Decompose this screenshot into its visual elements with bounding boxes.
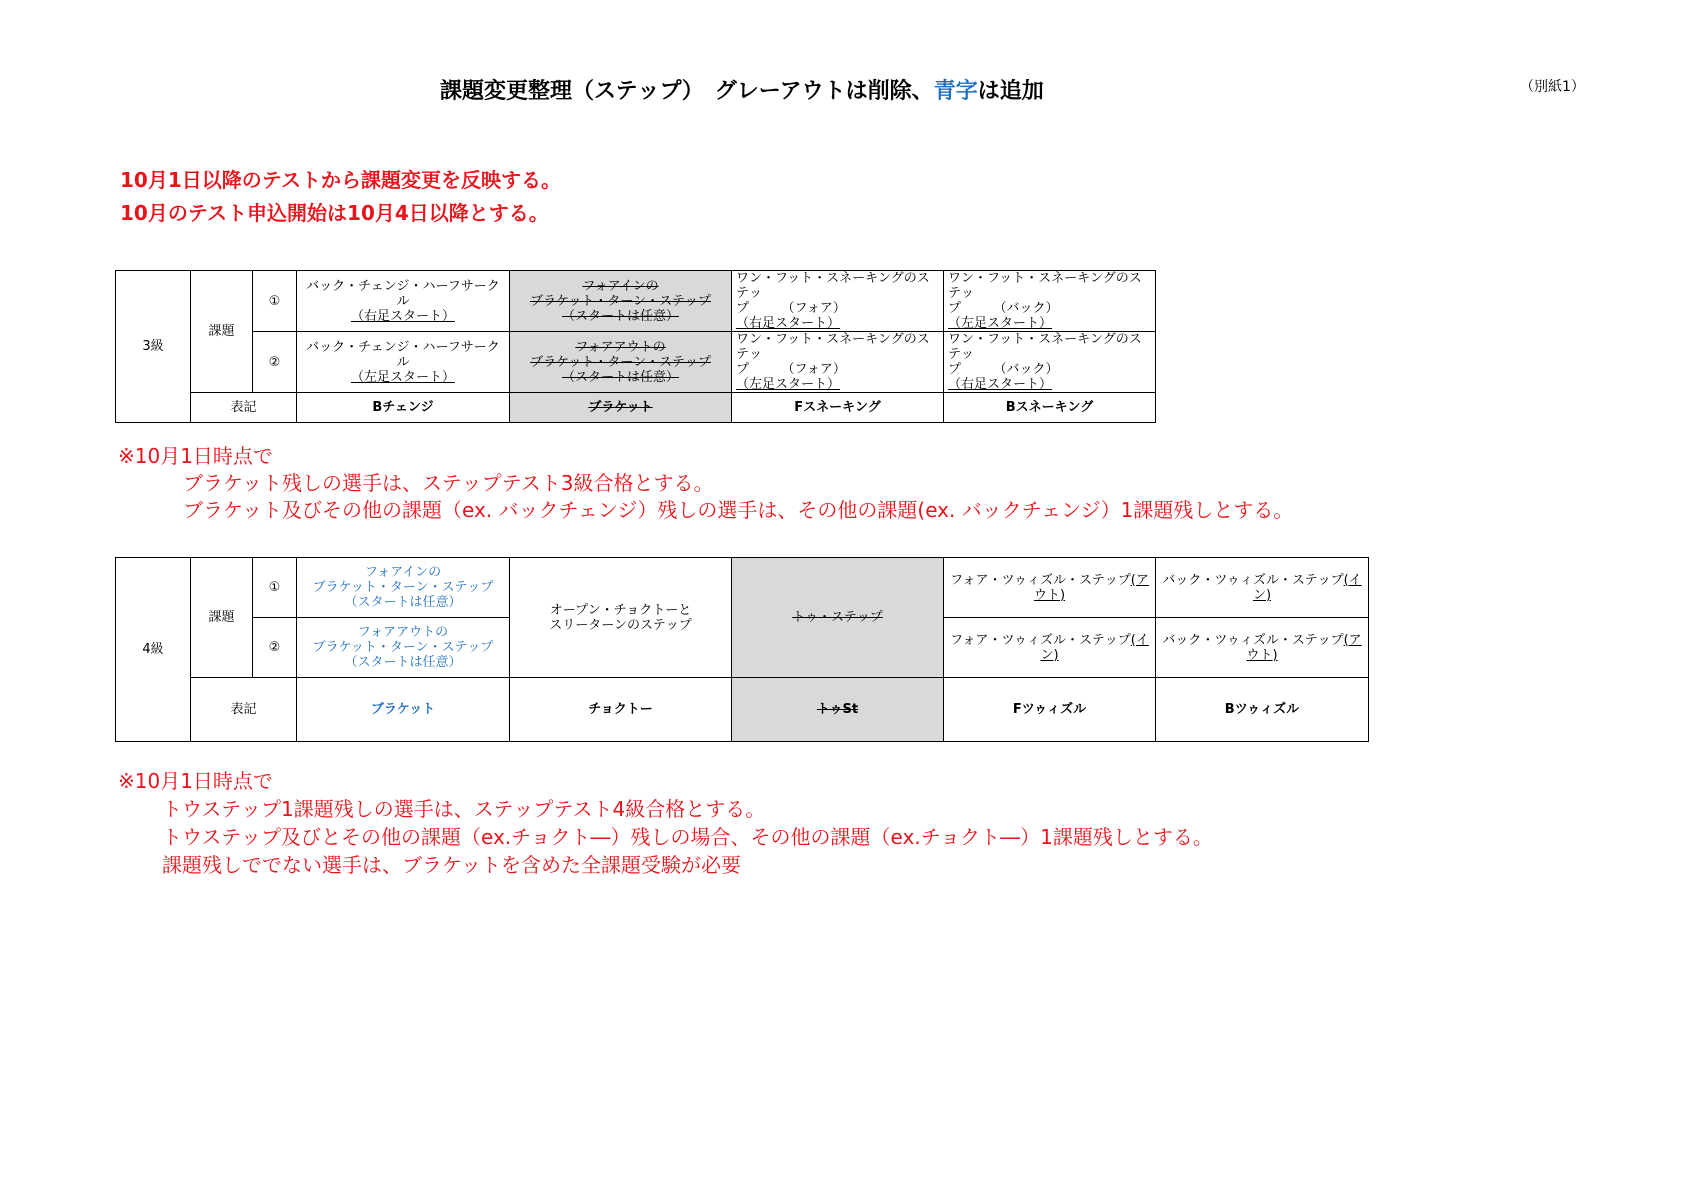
grade3-notation-label: 表記 bbox=[191, 393, 297, 423]
grade3-num-2: ② bbox=[253, 332, 297, 393]
grade4-num-2: ② bbox=[253, 618, 297, 678]
title-blue-text: 青字 bbox=[933, 79, 978, 104]
grade4-note-line-2: トウステップ及びとその他の課題（ex.チョクト―）残しの場合、その他の課題（ex.チョクト―）1課題残しとする。 bbox=[162, 825, 1213, 849]
grade4-choctaw: オープン・チョクトーと スリーターンのステップ bbox=[510, 558, 732, 678]
grade3-r1-fsnaking: ワン・フット・スネーキングのステッ プ （フォア）（右足スタート） bbox=[732, 271, 944, 332]
grade4-note-head: ※10月1日時点で bbox=[118, 769, 273, 793]
grade4-mark-bracket: ブラケット bbox=[297, 678, 510, 742]
grade4-r1-bracket-added: フォアインの ブラケット・ターン・ステップ （スタートは任意） bbox=[297, 558, 510, 618]
grade4-mark-btwizzle: Bツゥィズル bbox=[1156, 678, 1369, 742]
grade3-note-line-2: ブラケット及びその他の課題（ex. バックチェンジ）残しの選手は、その他の課題(ex. バックチェンジ）1課題残しとする。 bbox=[183, 498, 1294, 522]
grade4-mark-ftwizzle: Fツゥィズル bbox=[944, 678, 1156, 742]
grade3-note-head: ※10月1日時点で bbox=[118, 444, 273, 468]
title-part2: は追加 bbox=[977, 79, 1044, 104]
grade4-table bbox=[115, 557, 1369, 742]
grade4-mark-choctaw: チョクトー bbox=[510, 678, 732, 742]
attachment-label: （別紙1） bbox=[1520, 79, 1585, 95]
grade3-r1-bchange: バック・チェンジ・ハーフサークル （右足スタート） bbox=[297, 271, 510, 332]
grade3-r2-fsnaking: ワン・フット・スネーキングのステッ プ （フォア）（左足スタート） bbox=[732, 332, 944, 393]
grade3-mark-bsnaking: Bスネーキング bbox=[944, 393, 1156, 423]
grade4-toe-step-removed: トゥ・ステップ bbox=[732, 558, 944, 678]
page-title bbox=[440, 74, 1044, 105]
grade4-note-line-3: 課題残しででない選手は、ブラケットを含めた全課題受験が必要 bbox=[162, 853, 741, 877]
grade3-table bbox=[115, 270, 1156, 423]
grade3-mark-bchange: Bチェンジ bbox=[297, 393, 510, 423]
grade4-notation-label: 表記 bbox=[191, 678, 297, 742]
grade4-num-1: ① bbox=[253, 558, 297, 618]
grade3-r1-bsnaking: ワン・フット・スネーキングのステッ プ （バック）（左足スタート） bbox=[944, 271, 1156, 332]
grade3-num-1: ① bbox=[253, 271, 297, 332]
grade3-label: 3級 bbox=[116, 271, 191, 423]
grade3-subject-label: 課題 bbox=[191, 271, 253, 393]
grade3-r2-bsnaking: ワン・フット・スネーキングのステッ プ （バック）（右足スタート） bbox=[944, 332, 1156, 393]
grade4-r1-btwizzle: バック・ツゥィズル・ステップ(イン) bbox=[1156, 558, 1369, 618]
notice-line-1: 10月1日以降のテストから課題変更を反映する。 bbox=[120, 168, 561, 192]
grade4-r1-ftwizzle: フォア・ツゥィズル・ステップ(アウト) bbox=[944, 558, 1156, 618]
grade3-mark-fsnaking: Fスネーキング bbox=[732, 393, 944, 423]
grade4-label: 4級 bbox=[116, 558, 191, 742]
grade4-note-line-1: トウステップ1課題残しの選手は、ステップテスト4級合格とする。 bbox=[162, 797, 766, 821]
grade4-subject-label: 課題 bbox=[191, 558, 253, 678]
grade3-r1-bracket-removed: フォアインの ブラケット・ターン・ステップ （スタートは任意） bbox=[510, 271, 732, 332]
grade3-mark-bracket: ブラケット bbox=[510, 393, 732, 423]
grade4-r2-ftwizzle: フォア・ツゥィズル・ステップ(イン) bbox=[944, 618, 1156, 678]
grade4-r2-bracket-added: フォアアウトの ブラケット・ターン・ステップ （スタートは任意） bbox=[297, 618, 510, 678]
title-part1: 課題変更整理（ステップ） グレーアウトは削除、 bbox=[440, 79, 934, 104]
grade4-mark-toe-step: トゥSt bbox=[732, 678, 944, 742]
grade3-note-line-1: ブラケット残しの選手は、ステップテスト3級合格とする。 bbox=[183, 471, 714, 495]
grade3-r2-bchange: バック・チェンジ・ハーフサークル （左足スタート） bbox=[297, 332, 510, 393]
notice-line-2: 10月のテスト申込開始は10月4日以降とする。 bbox=[120, 201, 549, 225]
grade3-r2-bracket-removed: フォアアウトの ブラケット・ターン・ステップ （スタートは任意） bbox=[510, 332, 732, 393]
grade4-r2-btwizzle: バック・ツゥィズル・ステップ(アウト) bbox=[1156, 618, 1369, 678]
